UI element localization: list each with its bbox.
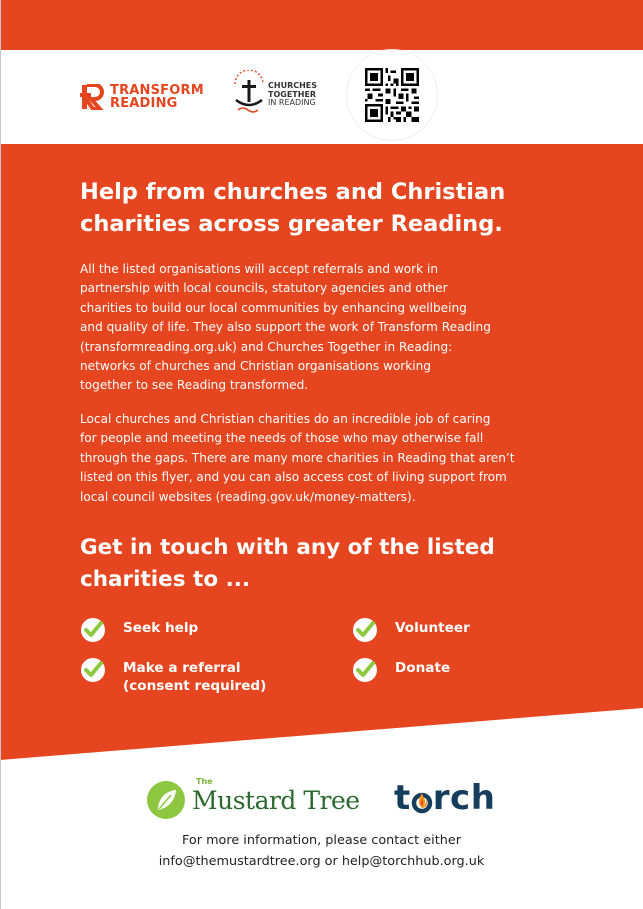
torch-rest: rch bbox=[432, 778, 496, 818]
mustard-tree-logo bbox=[146, 777, 360, 820]
churches-together-line2: TOGETHER bbox=[268, 89, 317, 99]
para1-line: All the listed organisations will accept referrals and work in bbox=[80, 262, 438, 276]
subhead-line1: Get in touch with any of the listed bbox=[80, 535, 495, 560]
churches-together-logo bbox=[232, 70, 317, 120]
transform-reading-mark-icon bbox=[80, 84, 106, 110]
header-white-band bbox=[0, 0, 643, 144]
action-donate bbox=[352, 657, 450, 683]
action-label: Donate bbox=[395, 660, 451, 676]
para1-line: (transformreading.org.uk) and Churches Together in Reading: bbox=[80, 339, 453, 354]
para1-line: together to see Reading transformed. bbox=[80, 378, 309, 393]
mustard-tree-name: Mustard Tree bbox=[192, 785, 360, 815]
leaf-icon bbox=[146, 780, 186, 820]
action-label: Volunteer bbox=[395, 620, 470, 636]
para1-line: and quality of life. They also support the work of Transform Reading bbox=[80, 320, 491, 335]
transform-reading-logo bbox=[80, 84, 204, 110]
mustard-tree-the: The bbox=[196, 777, 213, 786]
para1-line: charities to build our local communities by enhancing wellbeing bbox=[80, 300, 467, 315]
checkmark-icon bbox=[352, 657, 378, 683]
contact-line1: For more information, please contact either bbox=[182, 833, 461, 848]
qr-code-badge[interactable] bbox=[347, 50, 437, 140]
transform-reading-line1: TRANSFORM bbox=[110, 83, 204, 98]
churches-together-line3: IN READING bbox=[268, 98, 316, 108]
torch-t: t bbox=[394, 778, 411, 818]
para2-line: local council websites (reading.gov.uk/money-matters). bbox=[80, 489, 416, 504]
referral-line1: Make a referral bbox=[123, 660, 241, 676]
subhead-line2: charities to ... bbox=[80, 567, 251, 592]
title-line1: Help from churches and Christian bbox=[80, 179, 506, 205]
para2-line: through the gaps. There are many more charities in Reading that aren’t bbox=[80, 450, 515, 465]
torch-logo bbox=[394, 778, 495, 818]
contact-emails[interactable]: info@themustardtree.org or help@torchhub.org.uk bbox=[158, 854, 485, 869]
checkmark-icon bbox=[80, 617, 106, 643]
page-title bbox=[80, 176, 560, 240]
support-paragraph bbox=[80, 410, 560, 507]
action-make-referral bbox=[80, 657, 266, 695]
action-volunteer bbox=[352, 617, 470, 643]
para1-line: partnership with local councils, statutory agencies and other bbox=[80, 281, 448, 296]
transform-reading-line2: READING bbox=[110, 96, 178, 111]
section-heading bbox=[80, 532, 560, 596]
intro-paragraph bbox=[80, 260, 560, 396]
title-line2: charities across greater Reading. bbox=[80, 211, 503, 237]
action-label bbox=[123, 659, 266, 695]
para2-line: for people and meeting the needs of those who may otherwise fall bbox=[80, 431, 484, 446]
checkmark-icon bbox=[80, 657, 106, 683]
page-edge bbox=[0, 0, 1, 909]
action-seek-help bbox=[80, 617, 198, 643]
flame-icon bbox=[411, 781, 433, 815]
para2-line: listed on this flyer, and you can also access cost of living support from bbox=[80, 470, 507, 485]
churches-together-line1: CHURCHES bbox=[268, 81, 318, 91]
para2-line: Local churches and Christian charities do an incredible job of caring bbox=[80, 412, 491, 426]
church-cross-boat-icon bbox=[232, 70, 266, 120]
checkmark-icon bbox=[352, 617, 378, 643]
referral-line2: (consent required) bbox=[123, 678, 267, 694]
action-label: Seek help bbox=[123, 620, 199, 636]
qr-code-icon[interactable] bbox=[365, 68, 419, 122]
para1-line: networks of churches and Christian organisations working bbox=[80, 359, 431, 374]
